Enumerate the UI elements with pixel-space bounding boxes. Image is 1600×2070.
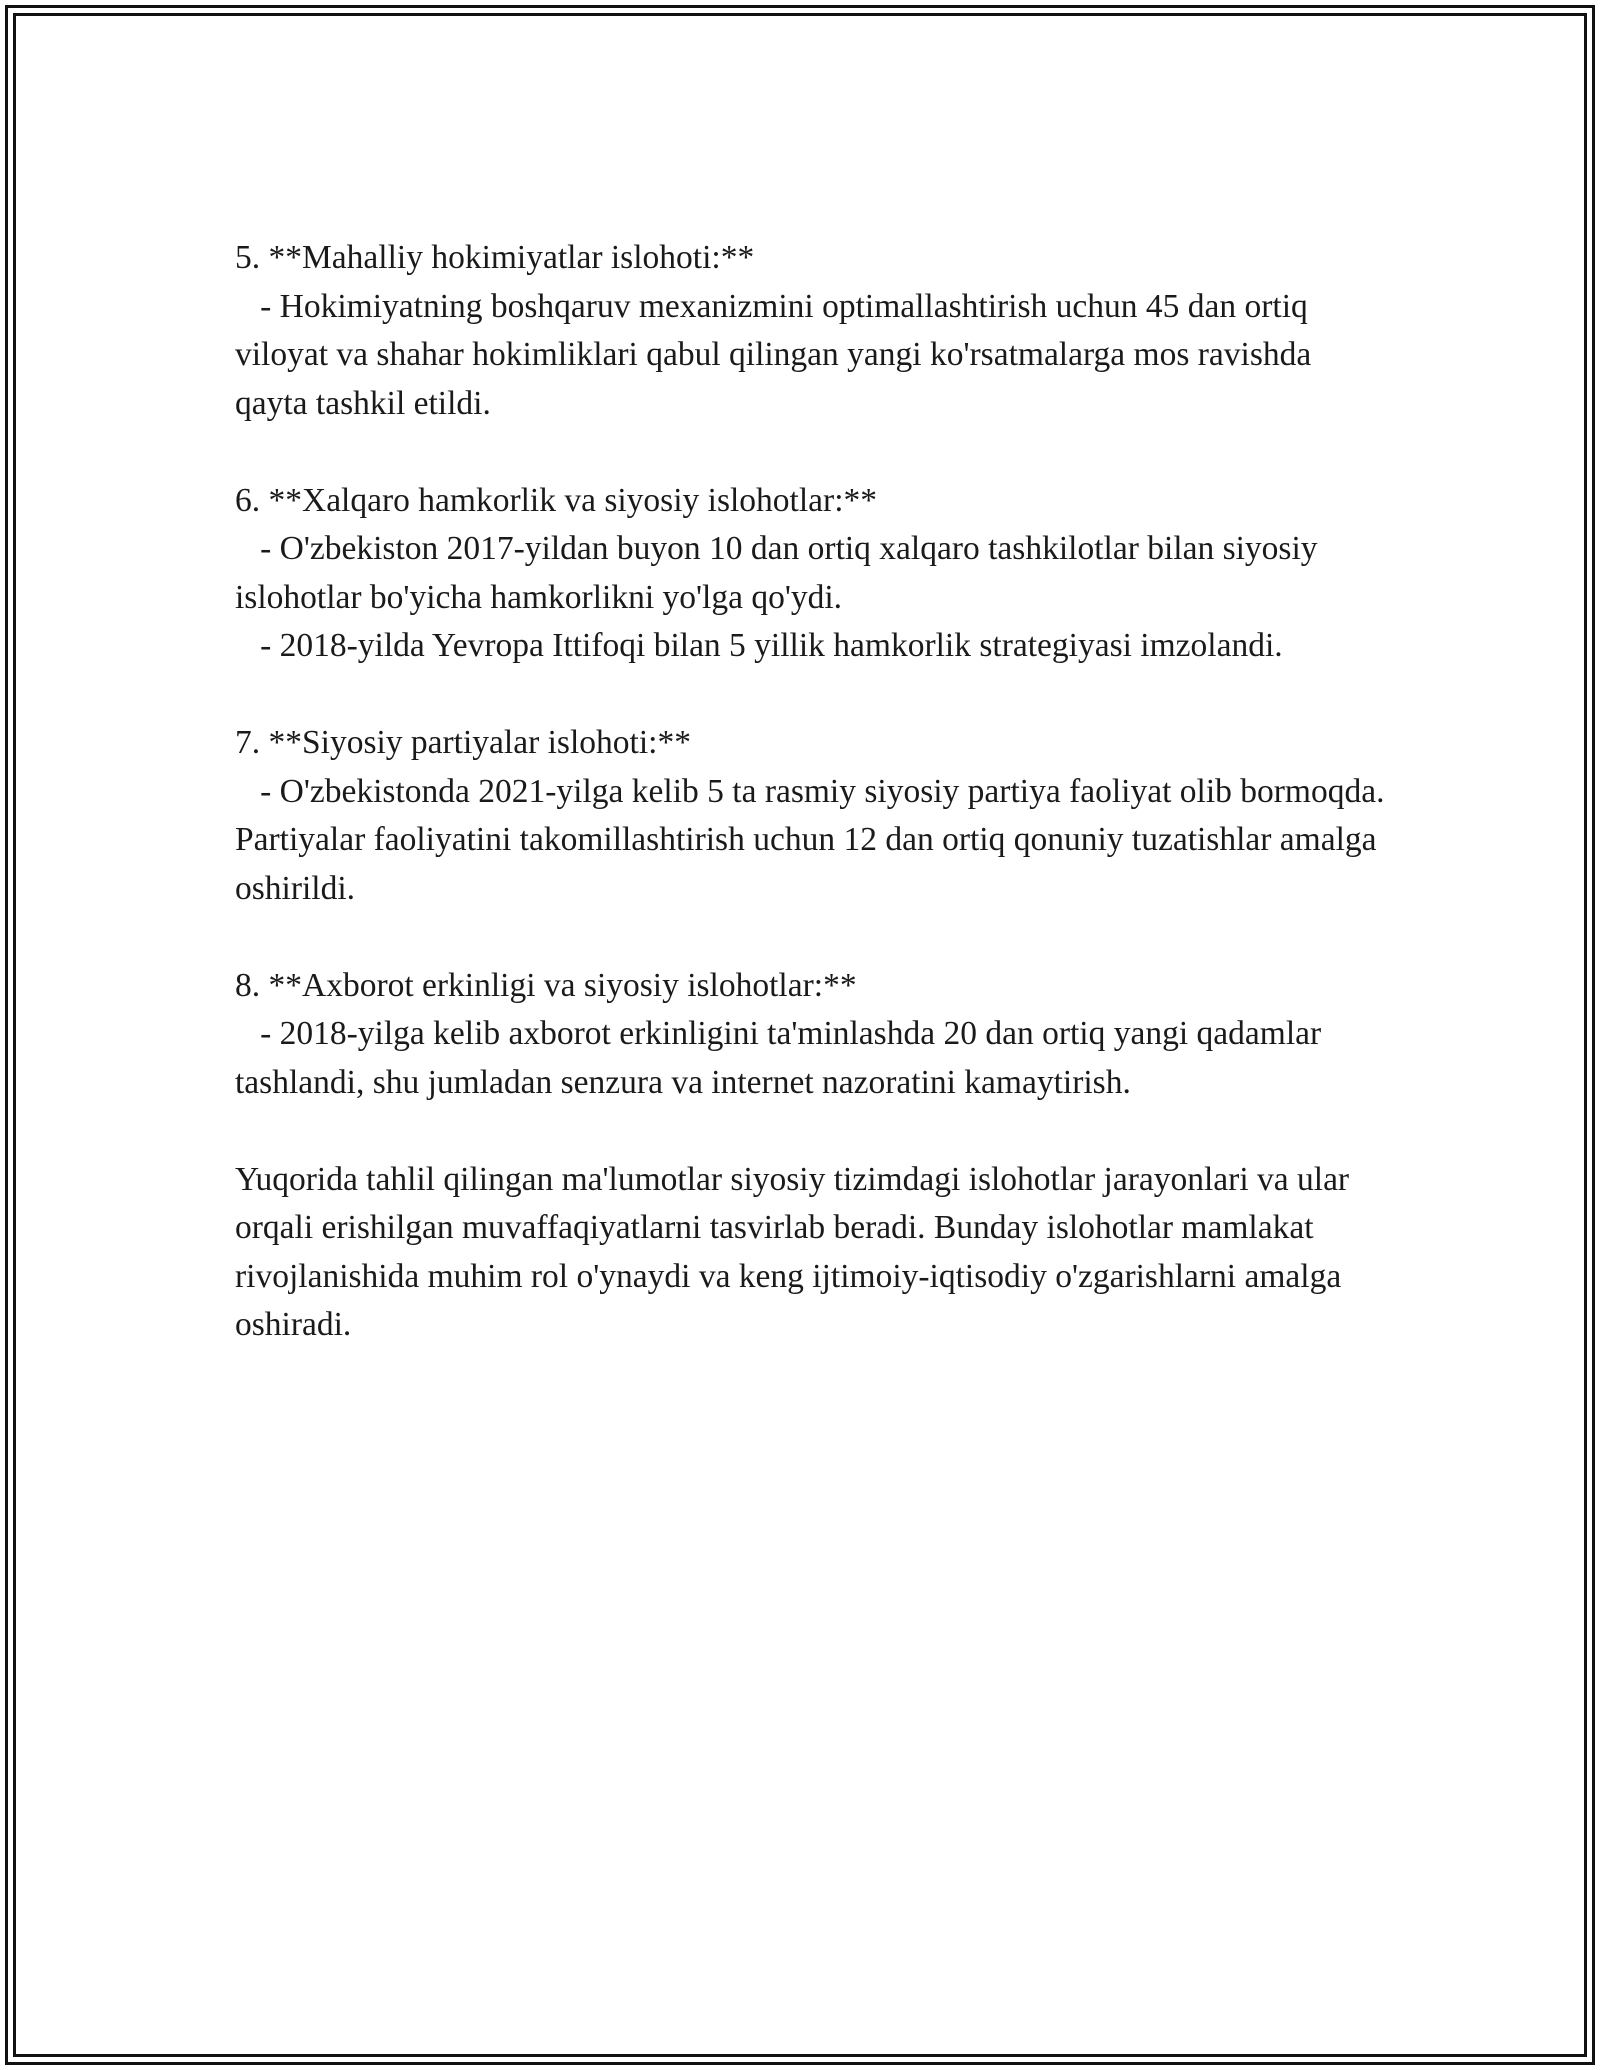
section-item: - 2018-yilda Yevropa Ittifoqi bilan 5 yillik hamkorlik strategiyasi imzolandi.	[235, 627, 1283, 664]
section-local-government-reform	[235, 234, 1385, 428]
section-heading: 8. **Axborot erkinligi va siyosiy islohotlar:**	[235, 966, 857, 1004]
section-heading: 6. **Xalqaro hamkorlik va siyosiy islohotlar:**	[235, 481, 877, 519]
conclusion-paragraph: Yuqorida tahlil qilingan ma'lumotlar siyosiy tizimdagi islohotlar jarayonlari va ular orqali erishilgan muvaffaqiyatlarni tasvirlab beradi. Bunday islohotlar mamlakat rivojlanishida muhim rol o'ynaydi va keng ijtimoiy-iqtisodiy o'zgarishlarni amalga oshiradi.	[235, 1160, 1350, 1343]
document-body	[235, 234, 1393, 1350]
section-item: - 2018-yilga kelib axborot erkinligini ta'minlashda 20 dan ortiq yangi qadamlar tashlandi, shu jumladan senzura va internet nazoratini kamaytirish.	[235, 1015, 1330, 1101]
section-freedom-of-information	[235, 962, 1385, 1108]
section-heading: 5. **Mahalliy hokimiyatlar islohoti:**	[235, 239, 755, 276]
section-political-parties-reform	[235, 719, 1393, 913]
section-item: - O'zbekiston 2017-yildan buyon 10 dan ortiq xalqaro tashkilotlar bilan siyosiy islohotlar bo'yicha hamkorlikni yo'lga qo'ydi.	[235, 530, 1326, 616]
section-heading: 7. **Siyosiy partiyalar islohoti:**	[235, 724, 691, 761]
section-item: - Hokimiyatning boshqaruv mexanizmini optimallashtirish uchun 45 dan ortiq viloyat va shahar hokimliklari qabul qilingan yangi ko'rsatmalarga mos ravishda qayta tashkil etildi.	[235, 287, 1320, 422]
section-item: - O'zbekistonda 2021-yilga kelib 5 ta rasmiy siyosiy partiya faoliyat olib bormoqda. Partiyalar faoliyatini takomillashtirish uchun 12 dan ortiq qonuniy tuzatishlar amalga oshirildi.	[235, 772, 1393, 907]
section-international-cooperation	[235, 477, 1385, 671]
